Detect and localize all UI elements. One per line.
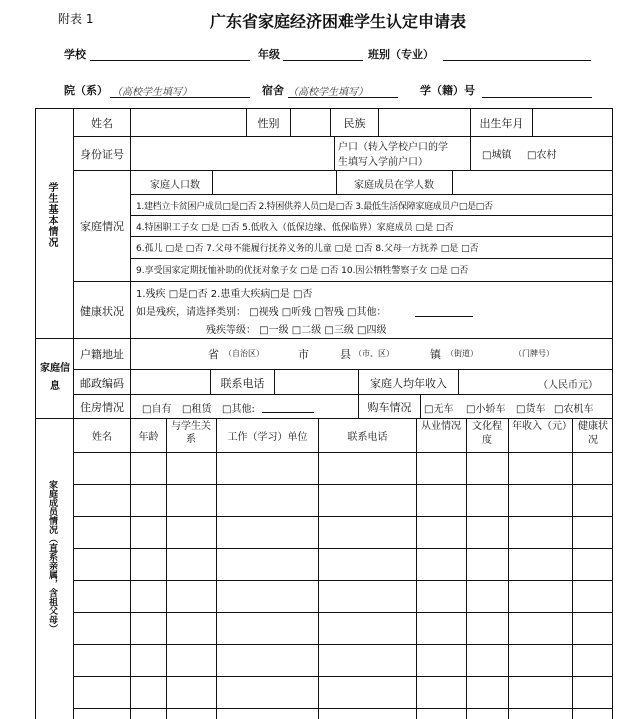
faculty-hint: （高校学生填写）: [112, 87, 192, 98]
dorm-field[interactable]: [288, 97, 398, 98]
member-header-work: 工作（学习）单位: [227, 432, 308, 443]
housing-own-checkbox[interactable]: □自有: [142, 404, 172, 415]
housing-label: 住房情况: [80, 401, 124, 414]
phone-label: 联系电话: [220, 377, 265, 390]
farm-car-checkbox[interactable]: □农机车: [554, 404, 594, 415]
class-field[interactable]: [443, 60, 591, 61]
ethnicity-label: 民族: [343, 117, 366, 130]
name-field[interactable]: [132, 110, 244, 134]
town-hint: （街道）: [446, 349, 478, 358]
member-header-employment: 从业情况: [421, 421, 461, 432]
population-label: 家庭人口数: [150, 180, 200, 191]
health-line-1[interactable]: 1.残疾 □是□否 2.患重大疾病□是 □否: [136, 289, 313, 300]
gender-label: 性别: [257, 117, 280, 130]
address-label: 户籍地址: [80, 348, 124, 361]
housing-other-field[interactable]: [262, 412, 314, 413]
id-label: 身份证号: [80, 148, 124, 161]
member-header-income: 年收入（元）: [512, 421, 572, 432]
income-label: 家庭人均年收入: [370, 377, 447, 390]
dorm-hint: （高校学生填写）: [288, 87, 368, 98]
in-school-label: 家庭成员在学人数: [354, 180, 434, 191]
member-header-age: 年龄: [138, 432, 159, 443]
grade-label: 年级: [258, 48, 280, 61]
province-label: 省: [208, 348, 219, 361]
door-hint: （门牌号）: [514, 349, 554, 358]
grade-field[interactable]: [283, 60, 363, 61]
family-status-row-2[interactable]: 4.特困职工子女 □是 □否 5.低收入（低保边缘、低保临界）家庭成员 □是 □否: [136, 223, 454, 233]
health-line-2[interactable]: 如是残疾，请选择类别： □视残 □听残 □智残 □其他：: [136, 307, 387, 318]
name-label: 姓名: [91, 117, 113, 130]
hukou-label-2: 生填写入学前户口）: [338, 157, 428, 168]
county-hint: （市、区）: [354, 349, 394, 358]
member-header-name: 姓名: [92, 432, 112, 443]
member-header-phone: 联系电话: [347, 432, 388, 443]
disability-other-field[interactable]: [415, 316, 473, 317]
health-label: 健康状况: [80, 305, 124, 318]
county-label: 县: [340, 348, 351, 361]
health-line-3[interactable]: 残疾等级： □一级 □二级 □三级 □四级: [206, 325, 387, 336]
family-status-label: 家庭情况: [80, 220, 124, 233]
member-header-relation: 与学生关系: [171, 421, 211, 445]
school-field[interactable]: [90, 60, 250, 61]
class-label: 班别（专业）: [368, 48, 434, 61]
family-status-row-1[interactable]: 1.建档立卡贫困户成员□是□否 2.特困供养人员□是□否 3.最低生活保障家庭成员户□是□否: [136, 202, 493, 212]
housing-other-checkbox[interactable]: □其他:: [222, 404, 255, 415]
student-no-field[interactable]: [482, 97, 592, 98]
postcode-field[interactable]: [132, 371, 208, 392]
postcode-label: 邮政编码: [80, 377, 124, 390]
form-title: 广东省家庭经济困难学生认定申请表: [210, 12, 467, 31]
town-label: 镇: [430, 348, 441, 361]
income-unit: （人民币元）: [538, 380, 598, 391]
faculty-label: 院（系）: [64, 84, 108, 97]
school-label: 学校: [64, 48, 86, 61]
rural-checkbox[interactable]: □农村: [527, 150, 557, 161]
birth-label: 出生年月: [479, 117, 524, 130]
truck-checkbox[interactable]: □货车: [516, 404, 546, 415]
phone-field[interactable]: [276, 371, 356, 392]
no-car-checkbox[interactable]: □无车: [424, 404, 454, 415]
family-status-row-3[interactable]: 6.孤儿 □是 □否 7.父母不能履行抚养义务的儿童 □是 □否 8.父母一方抚养 □是 □否: [136, 244, 479, 254]
member-header-education: 文化程度: [472, 421, 502, 446]
annex-label: 附表 1: [58, 12, 94, 26]
student-no-label: 学（籍）号: [420, 84, 475, 97]
small-car-checkbox[interactable]: □小轿车: [466, 404, 506, 415]
section-basic: 学生基本情况: [46, 182, 57, 248]
housing-rent-checkbox[interactable]: □租赁: [182, 404, 212, 415]
family-status-row-4[interactable]: 9.享受国家定期抚恤补助的优抚对象子女 □是 □否 10.因公牺牲警察子女 □是 □否: [136, 266, 469, 276]
city-label: 市: [298, 348, 309, 361]
hukou-label: 户口（转入学校户口的学: [338, 142, 448, 153]
section-members: 家庭成员情况（直系亲属，含祖父母）: [47, 480, 57, 633]
section-family-info: 家庭信息: [40, 363, 70, 392]
province-hint: （自治区）: [224, 349, 264, 358]
dorm-label: 宿舍: [262, 84, 284, 97]
faculty-field[interactable]: [110, 97, 250, 98]
urban-checkbox[interactable]: □城镇: [482, 150, 512, 161]
member-header-health: 健康状况: [578, 421, 608, 446]
id-field[interactable]: [132, 138, 332, 168]
car-label: 购车情况: [367, 401, 412, 414]
